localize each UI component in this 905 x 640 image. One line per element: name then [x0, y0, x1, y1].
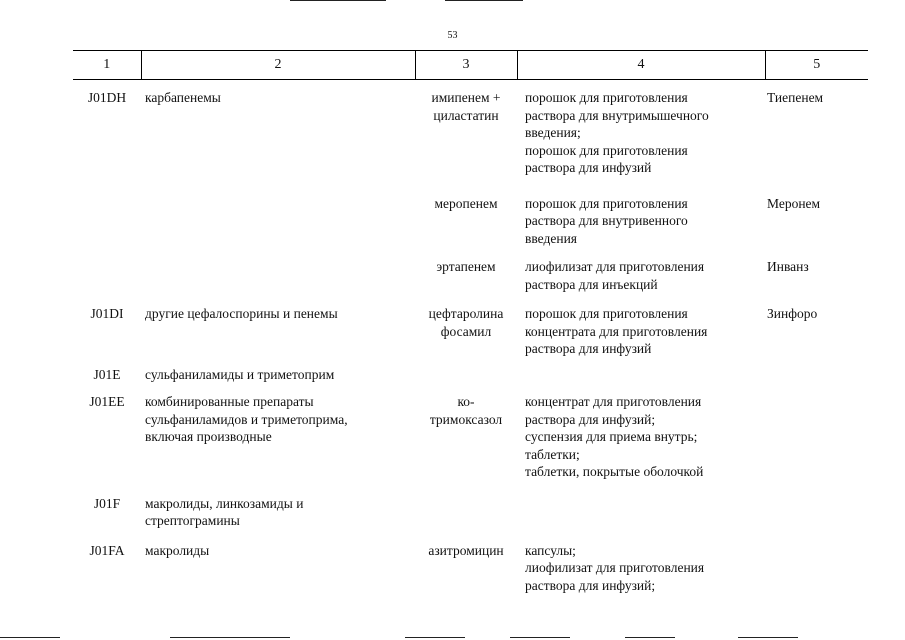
- bottom-scan-edge: [625, 637, 675, 638]
- cell-text-line: лиофилизат для приготовления: [525, 259, 705, 274]
- cell-text-line: концентрат для приготовления: [525, 394, 702, 409]
- column-header: 1: [73, 51, 141, 80]
- cell-text-line: введения;: [525, 125, 581, 140]
- substance-cell: [415, 530, 517, 595]
- cell-text-line: раствора для инфузий;: [525, 411, 656, 427]
- bottom-scan-edge: [405, 637, 465, 638]
- dosage-form-cell: [517, 358, 765, 384]
- bottom-scan-edge: [738, 637, 798, 638]
- trade-name-cell: [765, 293, 868, 358]
- atc-code-cell: J01FA: [89, 542, 125, 558]
- cell-text-line: раствора для инъекций: [525, 276, 658, 292]
- group-name-cell: [141, 358, 415, 384]
- table-row: [73, 293, 868, 358]
- cell-text-line: капсулы;: [525, 542, 576, 558]
- table-row: [73, 481, 868, 530]
- group-name-cell: [141, 177, 415, 248]
- cell-text-line: цефтаролина: [428, 306, 504, 321]
- cell-text-line: карбапенемы: [145, 90, 221, 105]
- cell-text-line: Меронем: [767, 195, 821, 211]
- cell-text-line: порошок для приготовления: [525, 306, 688, 321]
- cell-text-line: раствора для инфузий: [525, 341, 652, 356]
- trade-name-cell: [765, 80, 868, 177]
- cell-text-line: азитромицин: [428, 542, 504, 558]
- table-row: [73, 80, 868, 177]
- trade-name-cell: [765, 481, 868, 530]
- cell-text-line: макролиды, линкозамиды и: [145, 495, 304, 511]
- substance-cell: [415, 481, 517, 530]
- bottom-scan-edge: [510, 637, 570, 638]
- drug-table: [73, 50, 868, 594]
- group-name-cell: [141, 530, 415, 595]
- atc-code-cell: J01F: [93, 495, 121, 511]
- bottom-scan-edge: [170, 637, 290, 638]
- column-header: 2: [141, 51, 415, 80]
- cell-text-line: имипенем +: [431, 90, 501, 105]
- cell-text-line: раствора для инфузий;: [525, 577, 656, 593]
- trade-name-cell: [765, 530, 868, 595]
- trade-name-cell: [765, 383, 868, 481]
- dosage-form-cell: [517, 383, 765, 481]
- substance-cell: [415, 247, 517, 293]
- cell-text-line: Зинфоро: [767, 306, 818, 321]
- atc-code-cell: J01EE: [89, 394, 125, 409]
- cell-text-line: фосамил: [440, 323, 492, 339]
- table-body: [73, 80, 868, 595]
- cell-text-line: Инванз: [767, 259, 809, 274]
- trade-name-cell: [765, 177, 868, 248]
- cell-text-line: введения: [525, 230, 578, 246]
- atc-code-cell: [73, 177, 141, 248]
- cell-text-line: таблетки, покрытые оболочкой: [525, 464, 704, 479]
- top-scan-edge: [445, 0, 523, 1]
- atc-code-cell: [73, 247, 141, 293]
- cell-text-line: меропенем: [434, 195, 498, 211]
- cell-text-line: тримоксазол: [429, 411, 503, 427]
- substance-cell: [415, 293, 517, 358]
- trade-name-cell: [765, 247, 868, 293]
- table-row: [73, 530, 868, 595]
- table-header-row: [73, 51, 868, 80]
- cell-text-line: ко-: [457, 394, 475, 409]
- column-header: 5: [765, 51, 868, 80]
- cell-text-line: порошок для приготовления: [525, 142, 688, 158]
- dosage-form-cell: [517, 177, 765, 248]
- cell-text-line: Тиепенем: [767, 90, 824, 105]
- substance-cell: [415, 80, 517, 177]
- trade-name-cell: [765, 358, 868, 384]
- column-header: 3: [415, 51, 517, 80]
- group-name-cell: [141, 383, 415, 481]
- dosage-form-cell: [517, 80, 765, 177]
- substance-cell: [415, 177, 517, 248]
- group-name-cell: [141, 247, 415, 293]
- cell-text-line: раствора для инфузий: [525, 160, 652, 175]
- cell-text-line: комбинированные препараты: [145, 394, 314, 409]
- cell-text-line: сульфаниламиды и триметоприм: [145, 366, 335, 382]
- table-row: [73, 177, 868, 248]
- group-name-cell: [141, 80, 415, 177]
- cell-text-line: порошок для приготовления: [525, 90, 688, 105]
- substance-cell: [415, 358, 517, 384]
- table-row: [73, 247, 868, 293]
- cell-text-line: другие цефалоспорины и пенемы: [145, 306, 338, 321]
- table-row: [73, 358, 868, 384]
- top-scan-edge: [290, 0, 386, 1]
- cell-text-line: порошок для приготовления: [525, 195, 688, 211]
- cell-text-line: сульфаниламидов и триметоприма,: [145, 411, 348, 427]
- cell-text-line: эртапенем: [436, 259, 496, 274]
- substance-cell: [415, 383, 517, 481]
- dosage-form-cell: [517, 247, 765, 293]
- cell-text-line: суспензия для приема внутрь;: [525, 429, 698, 444]
- cell-text-line: включая производные: [145, 429, 272, 444]
- cell-text-line: лиофилизат для приготовления: [525, 560, 705, 575]
- cell-text-line: стрептограмины: [145, 513, 240, 528]
- group-name-cell: [141, 481, 415, 530]
- dosage-form-cell: [517, 530, 765, 595]
- cell-text-line: макролиды: [145, 542, 210, 558]
- cell-text-line: раствора для внутривенного: [525, 213, 688, 228]
- dosage-form-cell: [517, 481, 765, 530]
- cell-text-line: концентрата для приготовления: [525, 323, 708, 339]
- bottom-scan-edge: [0, 637, 60, 638]
- dosage-form-cell: [517, 293, 765, 358]
- atc-code-cell: J01E: [93, 366, 121, 382]
- drug-table-sheet: [73, 50, 868, 594]
- cell-text-line: раствора для внутримышечного: [525, 107, 709, 123]
- group-name-cell: [141, 293, 415, 358]
- atc-code-cell: J01DH: [87, 90, 127, 105]
- page-number: 53: [447, 30, 458, 41]
- atc-code-cell: J01DI: [90, 306, 124, 321]
- table-row: [73, 383, 868, 481]
- cell-text-line: таблетки;: [525, 446, 580, 462]
- cell-text-line: циластатин: [433, 107, 499, 123]
- column-header: 4: [517, 51, 765, 80]
